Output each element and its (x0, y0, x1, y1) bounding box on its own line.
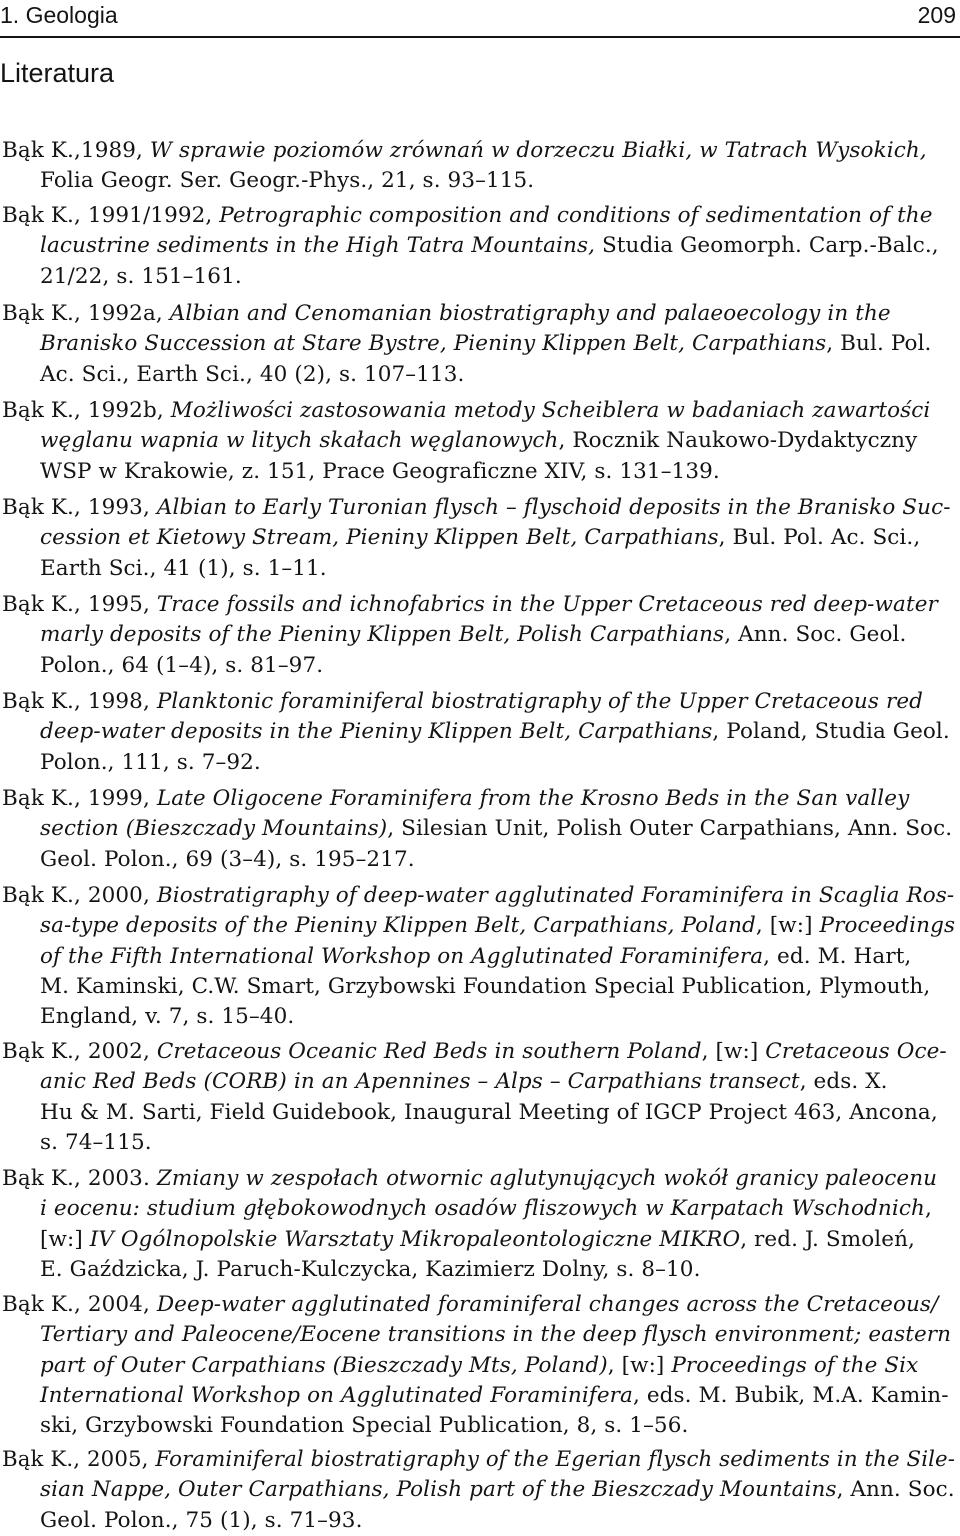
reference-line (2, 1290, 938, 1320)
reference-line (40, 1351, 918, 1381)
section-title: Literatura (0, 58, 115, 88)
reference-text: , Rocznik Naukowo-Dydaktyczny (558, 428, 918, 454)
reference-line (40, 942, 911, 972)
reference-title-text: Branisko Succession at Stare Bystre, Pieniny Klippen Belt, Carpathians (40, 331, 827, 357)
reference-title-text: Albian and Cenomanian biostratigraphy and palaeoecology in the (169, 301, 891, 326)
reference-text: Polon., 111, s. 7–92. (40, 749, 261, 775)
reference-line (40, 329, 932, 359)
reference-text: Bąk K., 2004, (2, 1292, 157, 1317)
reference-text: ski, Grzybowski Foundation Special Publication, 8, s. 1–56. (40, 1413, 689, 1439)
reference-text: Bąk K., 1993, (2, 495, 157, 520)
reference-text: , eds. M. Bubik, M.A. Kamin- (632, 1382, 949, 1408)
reference-title-text: Planktonic foraminiferal biostratigraphy of the Upper Cretaceous red (156, 689, 924, 714)
reference-line (2, 201, 933, 231)
page-number: 209 (917, 2, 956, 28)
reference-text: [w:] (40, 1226, 90, 1252)
reference-line (40, 972, 930, 1002)
reference-line (2, 881, 954, 911)
reference-line (2, 396, 930, 426)
reference-line (2, 1164, 937, 1194)
reference-text: , Ann. Soc. (836, 1477, 955, 1503)
reference-line (40, 1225, 915, 1255)
reference-line (40, 523, 920, 553)
reference-text: Polon., 64 (1–4), s. 81–97. (40, 652, 324, 678)
reference-title-text: węglanu wapnia w litych skałach węglanowych (40, 428, 559, 454)
reference-title-text: i eocenu: studium głębokowodnych osadów fliszowych w Karpatach Wschodnich (40, 1196, 925, 1222)
reference-line (40, 554, 327, 584)
reference-line (40, 1411, 688, 1441)
reference-text: , Bul. Pol. (826, 331, 932, 357)
reference-title-text: IV Ogólnopolskie Warsztaty Mikropaleontologiczne MIKRO (89, 1226, 741, 1252)
reference-title-text: part of Outer Carpathians (Bieszczady Mts, Poland) (40, 1352, 608, 1378)
reference-title-text: Cretaceous Oce- (765, 1039, 947, 1064)
chapter-title: 1. Geologia (0, 2, 118, 28)
reference-title-text: Late Oligocene Foraminifera from the Krosno Beds in the San valley (156, 786, 910, 811)
reference-text: , red. J. Smoleń, (740, 1226, 915, 1252)
reference-text: , eds. X. (799, 1069, 888, 1095)
reference-line (40, 457, 720, 487)
reference-line (40, 748, 261, 778)
reference-line (40, 1194, 932, 1224)
reference-line (40, 262, 242, 292)
reference-text: , Ann. Soc. Geol. (724, 622, 907, 648)
reference-title-text: cession et Kietowy Stream, Pieniny Klippen Belt, Carpathians (40, 525, 719, 551)
reference-line (40, 1475, 955, 1505)
reference-title-text: deep-water deposits in the Pieniny Klippen Belt, Carpathians (40, 719, 713, 745)
reference-text: , [w:] (607, 1352, 672, 1378)
reference-title-text: Zmiany w zespołach otwornic aglutynujących wokół granicy paleocenu (156, 1166, 938, 1191)
reference-text: Bąk K., 2003. (2, 1166, 157, 1191)
reference-line (40, 1002, 294, 1032)
reference-text: Ac. Sci., Earth Sci., 40 (2), s. 107–113. (40, 361, 465, 387)
reference-text: s. 74–115. (40, 1129, 152, 1155)
reference-text: Bąk K., 1995, (2, 592, 157, 617)
reference-title-text: Foraminiferal biostratigraphy of the Egerian flysch sediments in the Sile- (155, 1447, 956, 1472)
reference-text: 21/22, s. 151–161. (40, 263, 242, 289)
reference-text: Bąk K., 2005, (2, 1447, 156, 1472)
reference-line (2, 784, 909, 814)
reference-text: Folia Geogr. Ser. Geogr.-Phys., 21, s. 93–115. (40, 168, 535, 194)
reference-text: Bąk K.,1989, (2, 138, 150, 163)
reference-text: , ed. M. Hart, (763, 943, 912, 969)
reference-title-text: Biostratigraphy of deep-water agglutinated Foraminifera in Scaglia Ros- (156, 883, 955, 908)
reference-line (40, 620, 906, 650)
reference-title-text: W sprawie poziomów zrównań w dorzeczu Białki, w Tatrach Wysokich, (149, 138, 927, 163)
reference-line (40, 911, 955, 941)
reference-text: , (924, 1196, 932, 1222)
reference-text: Studia Geomorph. Carp.-Balc., (595, 233, 939, 259)
reference-line (2, 299, 891, 329)
reference-title-text: Trace fossils and ichnofabrics in the Upper Cretaceous red deep-water (156, 592, 938, 617)
reference-line (2, 590, 938, 620)
reference-title-text: Tertiary and Paleocene/Eocene transitions in the deep flysch environment; eastern (40, 1322, 952, 1348)
reference-line (2, 1445, 955, 1475)
reference-text: England, v. 7, s. 15–40. (40, 1004, 295, 1030)
reference-text: WSP w Krakowie, z. 151, Prace Geograficzne XIV, s. 131–139. (40, 458, 720, 484)
reference-title-text: of the Fifth International Workshop on Agglutinated Foraminifera (40, 943, 764, 969)
reference-line (40, 1320, 951, 1350)
reference-text: E. Gaździcka, J. Paruch-Kulczycka, Kazimierz Dolny, s. 8–10. (40, 1256, 701, 1282)
reference-text: Earth Sci., 41 (1), s. 1–11. (40, 555, 327, 581)
reference-line (40, 651, 323, 681)
reference-title-text: Cretaceous Oceanic Red Beds in southern Poland (156, 1039, 702, 1064)
reference-text: Bąk K., 2000, (2, 883, 157, 908)
reference-title-text: marly deposits of the Pieniny Klippen Belt, Polish Carpathians (40, 622, 725, 648)
reference-line (40, 845, 415, 875)
reference-title-text: sa-type deposits of the Pieniny Klippen Belt, Carpathians, Poland (40, 913, 756, 939)
reference-line (2, 493, 951, 523)
reference-line (40, 231, 939, 261)
reference-line (40, 426, 917, 456)
reference-text: , Silesian Unit, Polish Outer Carpathians, Ann. Soc. (387, 816, 953, 842)
reference-text: M. Kaminski, C.W. Smart, Grzybowski Foundation Special Publication, Plymouth, (40, 973, 931, 999)
reference-text: Bąk K., 1992a, (2, 301, 170, 326)
reference-text: Hu & M. Sarti, Field Guidebook, Inaugural Meeting of IGCP Project 463, Ancona, (40, 1099, 938, 1125)
reference-title-text: Możliwości zastosowania metody Scheiblera w badaniach zawartości (170, 398, 931, 423)
reference-text: Geol. Polon., 69 (3–4), s. 195–217. (40, 846, 415, 872)
reference-text: Bąk K., 1992b, (2, 398, 171, 423)
reference-title-text: lacustrine sediments in the High Tatra Mountains, (40, 233, 596, 259)
reference-title-text: Petrographic composition and conditions of sedimentation of the (219, 203, 933, 228)
reference-line (40, 1067, 888, 1097)
reference-text: , Bul. Pol. Ac. Sci., (718, 525, 921, 551)
reference-line (40, 814, 952, 844)
reference-line (2, 687, 923, 717)
reference-line (40, 1506, 363, 1536)
reference-title-text: International Workshop on Agglutinated Foraminifera (40, 1382, 633, 1408)
reference-line (40, 1098, 938, 1128)
reference-title-text: section (Bieszczady Mountains) (40, 816, 388, 842)
reference-text: Geol. Polon., 75 (1), s. 71–93. (40, 1507, 363, 1533)
reference-title-text: Proceedings (819, 913, 956, 939)
reference-text: Bąk K., 1991/1992, (2, 203, 220, 228)
reference-text: , [w:] (701, 1039, 766, 1064)
reference-line (2, 1037, 947, 1067)
reference-line (40, 1128, 152, 1158)
reference-line (40, 166, 534, 196)
reference-title-text: anic Red Beds (CORB) in an Apennines – Alps – Carpathians transect (40, 1069, 800, 1095)
reference-text: , [w:] (755, 913, 820, 939)
reference-line (2, 136, 927, 166)
reference-text: Bąk K., 1998, (2, 689, 157, 714)
reference-line (40, 717, 950, 747)
reference-text: Bąk K., 1999, (2, 786, 157, 811)
reference-title-text: Proceedings of the Six (671, 1352, 919, 1378)
reference-line (40, 1255, 701, 1285)
reference-title-text: Albian to Early Turonian flysch – flyschoid deposits in the Branisko Suc- (156, 495, 951, 520)
reference-title-text: sian Nappe, Outer Carpathians, Polish part of the Bieszczady Mountains (40, 1477, 837, 1503)
reference-text: Bąk K., 2002, (2, 1039, 157, 1064)
reference-title-text: Deep-water agglutinated foraminiferal changes across the Cretaceous/ (156, 1292, 939, 1317)
reference-line (40, 360, 464, 390)
reference-line (40, 1381, 949, 1411)
reference-text: , Poland, Studia Geol. (712, 719, 950, 745)
